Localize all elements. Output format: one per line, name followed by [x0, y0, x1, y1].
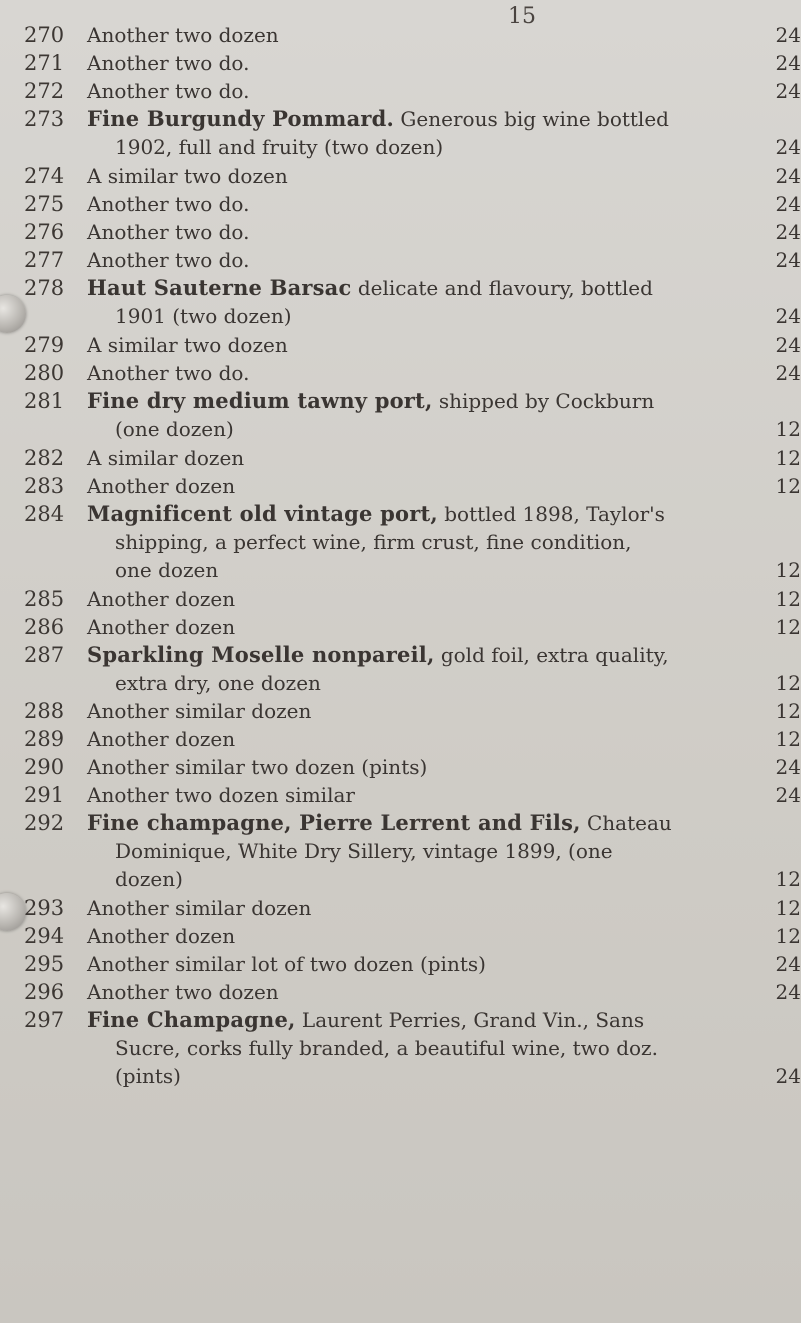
lot-quantity: 24: [775, 980, 801, 1004]
lot-description-line: [115, 557, 801, 583]
lot-number: 293: [24, 896, 65, 920]
lot-text: Another dozen: [87, 587, 236, 611]
lot-description-line: [115, 670, 801, 696]
lot-text: dozen): [115, 867, 183, 891]
lot-description-line: [87, 895, 801, 921]
lot-quantity: 12: [775, 558, 801, 582]
lot-text: 1902, full and fruity (two dozen): [115, 135, 444, 159]
lot-number: 297: [24, 1008, 65, 1032]
lot-text: Chateau: [580, 811, 672, 835]
lot-text: Dominique, White Dry Sillery, vintage 1899, (one: [115, 839, 613, 863]
lot-text: delicate and flavoury, bottled: [351, 276, 653, 300]
lot-description-line: [87, 642, 801, 668]
lot-description-line: [87, 698, 801, 724]
lot-text: A similar dozen: [87, 446, 245, 470]
lot-quantity: 24: [775, 248, 801, 272]
lot-number: 282: [24, 446, 65, 470]
binding-hole-top: [0, 295, 26, 333]
lot-quantity: 12: [775, 896, 801, 920]
lot-text: Another two do.: [87, 79, 250, 103]
lot-text: extra dry, one dozen: [115, 671, 321, 695]
lot-text: A similar two dozen: [87, 164, 288, 188]
lot-number: 275: [24, 192, 65, 216]
lot-description-line: [87, 247, 801, 273]
lot-number: 273: [24, 107, 65, 131]
lot-number: 290: [24, 755, 65, 779]
lot-quantity: 12: [775, 727, 801, 751]
lot-number: 271: [24, 51, 65, 75]
lot-number: 291: [24, 783, 65, 807]
lot-number: 284: [24, 502, 65, 526]
lot-quantity: 24: [775, 79, 801, 103]
lot-number: 277: [24, 248, 65, 272]
lot-title: Sparkling Moselle nonpareil,: [87, 642, 435, 667]
lot-quantity: 24: [775, 361, 801, 385]
lot-description-line: [87, 50, 801, 76]
lot-description-line: [87, 586, 801, 612]
lot-number: 276: [24, 220, 65, 244]
lot-number: 286: [24, 615, 65, 639]
lot-description-line: [115, 838, 801, 864]
lot-quantity: 24: [775, 135, 801, 159]
lot-quantity: 24: [775, 164, 801, 188]
lot-number: 280: [24, 361, 65, 385]
lot-quantity: 12: [775, 671, 801, 695]
lot-description-line: [87, 388, 801, 414]
lot-text: Another similar lot of two dozen (pints): [87, 952, 486, 976]
lot-quantity: 24: [775, 23, 801, 47]
binding-hole-bottom: [0, 893, 26, 931]
lot-number: 292: [24, 811, 65, 835]
lot-number: 294: [24, 924, 65, 948]
lot-description-line: [87, 163, 801, 189]
lot-description-line: [87, 473, 801, 499]
lot-number: 270: [24, 23, 65, 47]
lot-text: Laurent Perries, Grand Vin., Sans: [295, 1008, 645, 1032]
lot-description-line: [87, 726, 801, 752]
lot-quantity: 12: [775, 474, 801, 498]
lot-quantity: 12: [775, 615, 801, 639]
lot-description-line: [87, 810, 801, 836]
lot-text: Another two do.: [87, 51, 250, 75]
lot-number: 279: [24, 333, 65, 357]
lot-description-line: [115, 529, 801, 555]
lot-text: Another two do.: [87, 361, 250, 385]
lot-number: 289: [24, 727, 65, 751]
lot-description-line: [87, 219, 801, 245]
lot-text: Another two dozen: [87, 23, 279, 47]
lot-text: Another dozen: [87, 474, 236, 498]
lot-description-line: [115, 416, 801, 442]
lot-title: Haut Sauterne Barsac: [87, 275, 352, 300]
lot-quantity: 12: [775, 924, 801, 948]
lot-description-line: [87, 923, 801, 949]
lot-number: 287: [24, 643, 65, 667]
lot-text: Generous big wine bottled: [394, 107, 669, 131]
lot-quantity: 12: [775, 446, 801, 470]
lot-description-line: [87, 754, 801, 780]
lot-text: (pints): [115, 1064, 181, 1088]
lot-text: shipped by Cockburn: [432, 389, 655, 413]
lot-quantity: 12: [775, 587, 801, 611]
lot-description-line: [87, 951, 801, 977]
lot-description-line: [115, 1063, 801, 1089]
lot-quantity: 24: [775, 51, 801, 75]
lot-text: Another dozen: [87, 727, 236, 751]
lot-text: gold foil, extra quality,: [434, 643, 669, 667]
lot-description-line: [115, 1035, 801, 1061]
lot-quantity: 24: [775, 755, 801, 779]
page-number: 15: [508, 4, 536, 29]
lot-number: 296: [24, 980, 65, 1004]
lot-number: 285: [24, 587, 65, 611]
lot-text: Another dozen: [87, 615, 236, 639]
lot-number: 281: [24, 389, 65, 413]
lot-description-line: [87, 332, 801, 358]
lot-text: shipping, a perfect wine, firm crust, fine condition,: [115, 530, 632, 554]
lot-title: Magnificent old vintage port,: [87, 501, 438, 526]
lot-quantity: 24: [775, 952, 801, 976]
lot-text: Another two do.: [87, 248, 250, 272]
lot-title: Fine Burgundy Pommard.: [87, 106, 395, 131]
lot-quantity: 24: [775, 333, 801, 357]
lot-quantity: 24: [775, 304, 801, 328]
lot-title: Fine champagne, Pierre Lerrent and Fils,: [87, 810, 581, 835]
lot-description-line: [87, 614, 801, 640]
lot-number: 274: [24, 164, 65, 188]
lot-description-line: [87, 979, 801, 1005]
lot-text: Another similar dozen: [87, 699, 312, 723]
lot-text: A similar two dozen: [87, 333, 288, 357]
lot-quantity: 24: [775, 1064, 801, 1088]
lot-quantity: 24: [775, 192, 801, 216]
lot-title: Fine dry medium tawny port,: [87, 388, 433, 413]
lot-title: Fine Champagne,: [87, 1007, 296, 1032]
lot-text: Another two do.: [87, 220, 250, 244]
lot-number: 278: [24, 276, 65, 300]
lot-quantity: 12: [775, 699, 801, 723]
lot-number: 288: [24, 699, 65, 723]
lot-description-line: [87, 782, 801, 808]
lot-number: 272: [24, 79, 65, 103]
lot-description-line: [87, 22, 801, 48]
lot-number: 295: [24, 952, 65, 976]
lot-text: Another two dozen: [87, 980, 279, 1004]
lot-description-line: [115, 303, 801, 329]
lot-text: one dozen: [115, 558, 219, 582]
lot-description-line: [87, 1007, 801, 1033]
lot-text: bottled 1898, Taylor's: [437, 502, 665, 526]
lot-text: Another two do.: [87, 192, 250, 216]
lot-number: 283: [24, 474, 65, 498]
lot-description-line: [87, 501, 801, 527]
lot-description-line: [115, 134, 801, 160]
lot-text: (one dozen): [115, 417, 234, 441]
lot-text: Sucre, corks fully branded, a beautiful wine, two doz.: [115, 1036, 658, 1060]
lot-description-line: [87, 275, 801, 301]
lot-text: Another similar dozen: [87, 896, 312, 920]
lot-text: 1901 (two dozen): [115, 304, 292, 328]
lot-quantity: 24: [775, 220, 801, 244]
lot-description-line: [87, 445, 801, 471]
lot-description-line: [115, 866, 801, 892]
lot-description-line: [87, 106, 801, 132]
lot-description-line: [87, 78, 801, 104]
lot-text: Another two dozen similar: [87, 783, 355, 807]
lot-quantity: 24: [775, 783, 801, 807]
lot-quantity: 12: [775, 417, 801, 441]
lot-description-line: [87, 360, 801, 386]
lot-text: Another similar two dozen (pints): [87, 755, 428, 779]
lot-quantity: 12: [775, 867, 801, 891]
lot-description-line: [87, 191, 801, 217]
lot-text: Another dozen: [87, 924, 236, 948]
